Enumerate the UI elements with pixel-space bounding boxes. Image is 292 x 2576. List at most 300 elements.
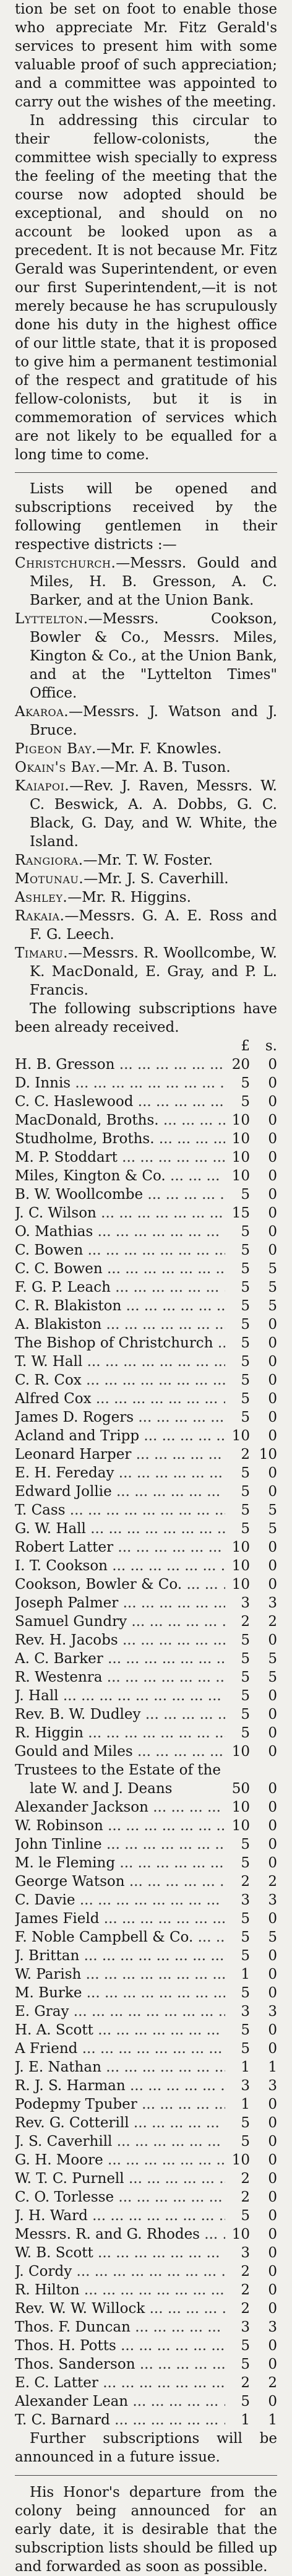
subscription-row <box>15 1965 277 1984</box>
agent-entry <box>15 870 277 888</box>
subscriptions-list <box>15 1055 277 2429</box>
subscription-row <box>15 1519 277 1538</box>
subscription-pounds: 1 <box>241 2412 250 2428</box>
subscriber-name: W. Robinson ... . <box>15 1817 225 1835</box>
subscriber-name: F. Noble Campbell & Co. ... . <box>15 1928 225 1947</box>
subscription-shillings: 2 <box>268 2375 277 2391</box>
subscription-row <box>15 2244 277 2262</box>
subscriber-name: C. C. Bowen ... . <box>15 1260 225 1278</box>
subscription-pounds: 1 <box>241 2059 250 2075</box>
subscription-shillings: 0 <box>268 1725 277 1741</box>
subscriber-name: J. C. Wilson ... . <box>15 1204 225 1222</box>
subscription-shillings: 0 <box>268 1836 277 1852</box>
subscriber-name: G. H. Moore ... . <box>15 2151 225 2169</box>
agent-entry <box>15 554 277 610</box>
agent-names: —Mr. J. S. Caverhill. <box>84 871 229 887</box>
subscription-row <box>15 1315 277 1334</box>
agent-names: —Mr. T. W. Foster. <box>83 852 213 868</box>
subscription-shillings: 0 <box>268 1781 277 1797</box>
subscription-shillings: 0 <box>268 2171 277 2187</box>
subscription-pounds: 5 <box>241 1335 250 1351</box>
subscription-row <box>15 2058 277 2077</box>
subscription-pounds: 3 <box>241 2319 250 2335</box>
agent-names: —Rev. J. Raven, Messrs. W. C. Beswick, A. A. Dobbs, G. C. Black, G. Day, and W. White, the Island. <box>30 778 277 850</box>
agent-district: Timaru. <box>15 945 68 961</box>
subscriptions-header <box>15 1037 277 1055</box>
subscription-pounds: 5 <box>241 1075 250 1091</box>
subscription-shillings: 0 <box>268 2189 277 2205</box>
subscription-pounds: 10 <box>231 1428 250 1444</box>
subscription-pounds: 2 <box>241 2189 250 2205</box>
subscription-row <box>15 1185 277 1204</box>
subscription-shillings: 0 <box>268 2208 277 2224</box>
closing-paragraph: His Honor's departure from the colony being announced for an early date, it is desirable that the subscription lists should be filled up and forwarded as soon as possible. <box>15 2484 277 2575</box>
subscription-pounds: 10 <box>231 1818 250 1834</box>
subscription-row <box>15 2374 277 2392</box>
subscription-row <box>15 2281 277 2299</box>
subscription-shillings: 3 <box>268 1892 277 1908</box>
subscription-pounds: 5 <box>241 2393 250 2410</box>
subscription-shillings: 0 <box>268 1205 277 1221</box>
subscription-row <box>15 1761 277 1798</box>
subscription-row <box>15 2002 277 2021</box>
subscription-row <box>15 2336 277 2355</box>
subscriber-name: O. Mathias ... . <box>15 1222 225 1241</box>
subscription-row <box>15 1501 277 1519</box>
subscription-row <box>15 1130 277 1148</box>
subscription-row <box>15 1390 277 1408</box>
subscription-row <box>15 1278 277 1297</box>
subscription-shillings: 0 <box>268 2115 277 2131</box>
subscriber-name: C. R. Cox ... . <box>15 1371 225 1390</box>
subscription-shillings: 0 <box>268 2096 277 2112</box>
subscription-row <box>15 1092 277 1111</box>
subscription-shillings: 2 <box>268 1614 277 1630</box>
subscription-row <box>15 2132 277 2151</box>
subscription-row <box>15 1854 277 1872</box>
subscription-shillings: 0 <box>268 1057 277 1073</box>
subscriber-name: R. Higgin ... . <box>15 1724 225 1742</box>
subscription-pounds: 5 <box>241 1725 250 1741</box>
subscriber-name: A. Blakiston ... . <box>15 1315 225 1334</box>
subscriber-name: J. Brittan ... . <box>15 1947 225 1965</box>
subscriber-name: James Field ... . <box>15 1909 225 1928</box>
subscription-pounds: 5 <box>241 2356 250 2372</box>
subscription-row <box>15 1668 277 1687</box>
subscription-row <box>15 1984 277 2002</box>
subscription-shillings: 0 <box>268 1131 277 1147</box>
subscription-shillings: 10 <box>259 1446 277 1463</box>
subscription-shillings: 5 <box>268 1651 277 1667</box>
subscriber-name: Miles, Kington & Co. ... . <box>15 1167 225 1185</box>
subscriber-name: A Friend ... . <box>15 2039 225 2058</box>
subscriber-name: T. C. Barnard ... . <box>15 2411 225 2429</box>
subscription-row <box>15 2151 277 2169</box>
subscription-pounds: 5 <box>241 1465 250 1481</box>
agent-district: Kaiapoi. <box>15 778 70 794</box>
subscription-shillings: 0 <box>268 1632 277 1648</box>
agent-district: Ashley. <box>15 889 68 905</box>
subscription-row <box>15 1352 277 1371</box>
subscription-row <box>15 2392 277 2411</box>
intro-paragraph-1: tion be set on foot to enable those who appreciate Mr. Fitz Gerald's services to present him with some valuable proof of such appreciation; and a committee was appointed to carry out the wishes of the meeting. <box>15 1 277 110</box>
subscription-row <box>15 1594 277 1612</box>
agent-district: Rangiora. <box>15 852 84 868</box>
subscriber-name: R. J. S. Harman ... . <box>15 2077 225 2095</box>
subscription-shillings: 0 <box>268 1149 277 1165</box>
subscription-shillings: 0 <box>268 1911 277 1927</box>
subscription-shillings: 0 <box>268 1428 277 1444</box>
subscription-shillings: 0 <box>268 1855 277 1871</box>
subscriber-name: D. Innis ... . <box>15 1074 225 1092</box>
subscription-pounds: 5 <box>241 1911 250 1927</box>
subscriber-name: Edward Jollie ... . <box>15 1482 225 1501</box>
subscription-pounds: 10 <box>231 1112 250 1128</box>
pounds-column-header: £ <box>241 1038 250 1054</box>
subscriber-name: John Tinline ... . <box>15 1835 225 1854</box>
agents-list <box>15 554 277 1000</box>
subscription-shillings: 0 <box>268 1242 277 1258</box>
subscriber-name: C. Bowen ... . <box>15 1241 225 1260</box>
subscriber-name: C. O. Torlesse ... . <box>15 2188 225 2206</box>
subscription-row <box>15 2225 277 2244</box>
subscription-shillings: 1 <box>268 2412 277 2428</box>
subscription-shillings: 0 <box>268 2226 277 2242</box>
subscription-pounds: 5 <box>241 1094 250 1110</box>
subscription-shillings: 0 <box>268 2338 277 2354</box>
subscription-pounds: 10 <box>231 2226 250 2242</box>
subscription-row <box>15 2299 277 2318</box>
subscription-pounds: 3 <box>241 2078 250 2094</box>
subscription-shillings: 3 <box>268 1595 277 1611</box>
agent-district: Lyttelton. <box>15 611 88 627</box>
subscription-pounds: 5 <box>241 1521 250 1537</box>
agent-names: —Messrs. Cookson, Bowler & Co., Messrs. Miles, Kington & Co., at the Union Bank, and at the "Lyttelton Times" Office. <box>30 611 277 701</box>
subscription-pounds: 3 <box>241 2245 250 2261</box>
subscription-shillings: 0 <box>268 1484 277 1500</box>
agent-entry <box>15 851 277 870</box>
subscription-row <box>15 1687 277 1705</box>
shillings-column-header: s. <box>265 1038 277 1054</box>
subscription-pounds: 2 <box>241 2282 250 2298</box>
subscription-row <box>15 2169 277 2188</box>
subscriber-name: C. C. Haslewood ... . <box>15 1092 225 1111</box>
article-body <box>15 0 277 2576</box>
subscription-shillings: 0 <box>268 1985 277 2001</box>
subscription-shillings: 0 <box>268 1186 277 1203</box>
subscription-row <box>15 2355 277 2374</box>
subscription-shillings: 3 <box>268 2078 277 2094</box>
subscription-shillings: 5 <box>268 1261 277 1277</box>
subscriber-name: Cookson, Bowler & Co. ... . <box>15 1575 225 1594</box>
subscription-pounds: 5 <box>241 1298 250 1314</box>
subscriber-name: R. Westenra ... . <box>15 1668 225 1687</box>
subscription-row <box>15 1742 277 1761</box>
subscriber-name: Rev. W. W. Willock ... . <box>15 2299 225 2318</box>
subscriber-name: J. Hall ... . <box>15 1687 225 1705</box>
subscription-shillings: 0 <box>268 2152 277 2168</box>
subscription-shillings: 5 <box>268 1929 277 1945</box>
agent-district: Christchurch. <box>15 555 116 571</box>
subscription-row <box>15 1408 277 1427</box>
agent-names: —Messrs. Gould and Miles, H. B. Gresson, A. C. Barker, and at the Union Bank. <box>30 555 277 608</box>
subscription-pounds: 10 <box>231 1744 250 1760</box>
subscriber-name: Thos. Sanderson ... . <box>15 2355 225 2374</box>
subscriber-name: H. B. Gresson ... . <box>15 1055 225 1074</box>
subscription-row <box>15 1724 277 1742</box>
subscriber-name: J. E. Nathan ... . <box>15 2058 225 2077</box>
subscription-row <box>15 1111 277 1130</box>
subscription-pounds: 10 <box>231 1149 250 1165</box>
subscription-row <box>15 1928 277 1947</box>
subscription-pounds: 2 <box>241 2375 250 2391</box>
subscriber-name: Acland and Tripp ... . <box>15 1427 225 1445</box>
subscription-row <box>15 1427 277 1445</box>
subscription-pounds: 5 <box>241 1669 250 1685</box>
subscription-pounds: 5 <box>241 1279 250 1295</box>
subscriber-name: Leonard Harper ... . <box>15 1445 225 1464</box>
subscription-pounds: 3 <box>241 2003 250 2020</box>
subscription-shillings: 1 <box>268 2059 277 2075</box>
subscription-row <box>15 1260 277 1278</box>
agent-entry <box>15 888 277 907</box>
subscriber-name: Alexander Lean ... . <box>15 2392 225 2411</box>
agent-entry <box>15 944 277 1000</box>
subscription-shillings: 0 <box>268 1539 277 1555</box>
subscriber-name: James D. Rogers ... . <box>15 1408 225 1427</box>
subscription-shillings: 0 <box>268 1224 277 1240</box>
subscription-shillings: 0 <box>268 1391 277 1407</box>
agent-entry <box>15 907 277 944</box>
subscription-row <box>15 2077 277 2095</box>
agent-names: —Mr. F. Knowles. <box>96 741 222 757</box>
subscription-pounds: 5 <box>241 2041 250 2057</box>
subscription-row <box>15 1575 277 1594</box>
subscriber-name: Trustees to the Estate of the late W. and J. Deans <box>15 1762 221 1797</box>
subscription-row <box>15 1631 277 1649</box>
subscription-row <box>15 1947 277 1965</box>
subscription-shillings: 0 <box>268 1948 277 1964</box>
subscription-pounds: 1 <box>241 2096 250 2112</box>
subscription-shillings: 5 <box>268 1521 277 1537</box>
subscription-row <box>15 1204 277 1222</box>
subscription-shillings: 0 <box>268 1075 277 1091</box>
subscription-shillings: 0 <box>268 2022 277 2038</box>
agent-district: Rakaia. <box>15 908 65 924</box>
subscription-row <box>15 1557 277 1575</box>
subscription-pounds: 5 <box>241 1706 250 1722</box>
subscription-row <box>15 1445 277 1464</box>
subscription-pounds: 15 <box>231 1205 250 1221</box>
subscriber-name: I. T. Cookson ... . <box>15 1557 225 1575</box>
subscription-row <box>15 1649 277 1668</box>
subscriber-name: Podepmy Tpuber ... . <box>15 2095 225 2114</box>
subscription-shillings: 0 <box>268 1316 277 1333</box>
subscription-row <box>15 2318 277 2336</box>
subscriber-name: T. W. Hall ... . <box>15 1352 225 1371</box>
subscription-row <box>15 2021 277 2039</box>
subscription-row <box>15 2039 277 2058</box>
subscription-row <box>15 1891 277 1909</box>
subscription-pounds: 5 <box>241 1836 250 1852</box>
subscription-pounds: 5 <box>241 2208 250 2224</box>
subscription-shillings: 0 <box>268 1409 277 1425</box>
subscription-shillings: 0 <box>268 2245 277 2261</box>
subscription-shillings: 0 <box>268 1744 277 1760</box>
subscription-row <box>15 1297 277 1315</box>
agent-district: Akaroa. <box>15 704 69 720</box>
subscriber-name: C. Davie ... . <box>15 1891 225 1909</box>
subscriber-name: E. C. Latter ... . <box>15 2374 225 2392</box>
subscriber-name: E. H. Fereday ... . <box>15 1464 225 1482</box>
subscriber-name: Thos. H. Potts ... . <box>15 2336 225 2355</box>
subscription-pounds: 10 <box>231 1576 250 1593</box>
subscription-row <box>15 1612 277 1631</box>
subscriber-name: W. B. Scott ... . <box>15 2244 225 2262</box>
subscription-shillings: 0 <box>268 1818 277 1834</box>
subscription-shillings: 0 <box>268 2041 277 2057</box>
subscription-pounds: 10 <box>231 1539 250 1555</box>
subscription-shillings: 0 <box>268 1799 277 1815</box>
subscription-row <box>15 1835 277 1854</box>
subscription-pounds: 10 <box>231 2152 250 2168</box>
subscriber-name: R. Hilton ... . <box>15 2281 225 2299</box>
subscription-row <box>15 1055 277 1074</box>
subscription-shillings: 0 <box>268 1558 277 1574</box>
subscription-pounds: 10 <box>231 1799 250 1815</box>
subscriber-name: C. R. Blakiston ... . <box>15 1297 225 1315</box>
subscription-shillings: 0 <box>268 2301 277 2317</box>
agent-names: —Mr. A. B. Tuson. <box>100 759 231 776</box>
subscription-pounds: 10 <box>231 1558 250 1574</box>
subscription-pounds: 5 <box>241 1186 250 1203</box>
agent-entry <box>15 702 277 740</box>
agent-names: —Messrs. R. Woollcombe, W. K. MacDonald, E. Gray, and P. L. Francis. <box>30 945 277 998</box>
subscription-pounds: 5 <box>241 1855 250 1871</box>
subscriber-name: George Watson ... . <box>15 1872 225 1891</box>
subscription-pounds: 5 <box>241 1391 250 1407</box>
subscription-pounds: 2 <box>241 1446 250 1463</box>
subscription-shillings: 0 <box>268 2282 277 2298</box>
subscription-shillings: 3 <box>268 2003 277 2020</box>
subscriber-name: A. C. Barker ... . <box>15 1649 225 1668</box>
subscription-pounds: 5 <box>241 1688 250 1704</box>
subscription-row <box>15 1241 277 1260</box>
subscriber-name: T. Cass ... . <box>15 1501 225 1519</box>
agent-names: —Mr. R. Higgins. <box>67 889 191 905</box>
subscriber-name: G. W. Hall ... . <box>15 1519 225 1538</box>
subscription-shillings: 3 <box>268 2319 277 2335</box>
subscription-row <box>15 1798 277 1817</box>
subscription-shillings: 0 <box>268 1094 277 1110</box>
section-divider <box>15 2475 277 2476</box>
subscription-pounds: 5 <box>241 1242 250 1258</box>
subscription-pounds: 3 <box>241 1892 250 1908</box>
subscriber-name: B. W. Woollcombe ... . <box>15 1185 225 1204</box>
subscription-row <box>15 1222 277 1241</box>
subscription-shillings: 0 <box>268 1576 277 1593</box>
subscription-row <box>15 1909 277 1928</box>
agent-entry <box>15 758 277 777</box>
subscription-shillings: 5 <box>268 1502 277 1518</box>
subscription-row <box>15 1074 277 1092</box>
agent-entry <box>15 740 277 758</box>
subscription-pounds: 10 <box>231 1168 250 1184</box>
subscription-shillings: 0 <box>268 2393 277 2410</box>
subscription-pounds: 5 <box>241 1651 250 1667</box>
subscriber-name: Rev. G. Cotterill ... . <box>15 2114 225 2132</box>
subscriber-name: M. P. Stoddart ... . <box>15 1148 225 1167</box>
subscription-pounds: 5 <box>241 1484 250 1500</box>
subscription-pounds: 20 <box>231 1057 250 1073</box>
subscriber-name: J. Cordy ... . <box>15 2262 225 2281</box>
subscription-pounds: 5 <box>241 2115 250 2131</box>
subscriber-name: The Bishop of Christchurch ... . <box>15 1334 225 1352</box>
subscription-shillings: 5 <box>268 1298 277 1314</box>
subscription-shillings: 2 <box>268 1874 277 1890</box>
lists-intro: Lists will be opened and subscriptions received by the following gentlemen in their respective districts :— <box>15 481 277 553</box>
subscription-shillings: 5 <box>268 1669 277 1685</box>
subscription-pounds: 5 <box>241 1372 250 1388</box>
subscription-row <box>15 1167 277 1185</box>
subscriber-name: J. S. Caverhill ... . <box>15 2132 225 2151</box>
subscription-shillings: 0 <box>268 1335 277 1351</box>
subscription-pounds: 5 <box>241 1261 250 1277</box>
subscription-pounds: 2 <box>241 1614 250 1630</box>
subscriber-name: Studholme, Broths. ... . <box>15 1130 225 1148</box>
subscriptions-intro: The following subscriptions have been already received. <box>15 1001 277 1035</box>
subscriber-name: Rev. B. W. Dudley ... . <box>15 1705 225 1724</box>
subscription-pounds: 10 <box>231 1131 250 1147</box>
subscriber-name: W. Parish ... . <box>15 1965 225 1984</box>
subscription-pounds: 5 <box>241 1948 250 1964</box>
subscription-pounds: 5 <box>241 2338 250 2354</box>
subscriber-name: Thos. F. Duncan ... . <box>15 2318 225 2336</box>
subscription-shillings: 0 <box>268 1688 277 1704</box>
subscription-shillings: 0 <box>268 1966 277 1982</box>
intro-paragraph-2: In addressing this circular to their fellow-colonists, the committee wish specially to express the feeling of the meeting that the course now adopted should be exceptional, and should on no account be looked upon as a precedent. It is not because Mr. Fitz Gerald was Superintendent, or even our first Superintendent,—it is not merely because he has scrupulously done his duty in the highest office of our little state, that it is proposed to give him a permanent testimonial of the respect and gratitude of his fellow-colonists, but it is in commemoration of services which are not likely to be equalled for a long time to come. <box>15 113 277 463</box>
subscriber-name: Messrs. R. and G. Rhodes ... . <box>15 2225 225 2244</box>
subscription-pounds: 2 <box>241 2171 250 2187</box>
subscription-row <box>15 1334 277 1352</box>
subscriber-name: F. G. P. Leach ... . <box>15 1278 225 1297</box>
subscription-shillings: 0 <box>268 1706 277 1722</box>
subscription-row <box>15 2206 277 2225</box>
subscription-pounds: 1 <box>241 1966 250 1982</box>
subscription-row <box>15 1482 277 1501</box>
subscription-shillings: 0 <box>268 1372 277 1388</box>
subscription-shillings: 0 <box>268 1354 277 1370</box>
subscription-row <box>15 1872 277 1891</box>
subscription-row <box>15 2262 277 2281</box>
agent-district: Pigeon Bay. <box>15 741 97 757</box>
subscription-row <box>15 1148 277 1167</box>
subscriber-name: Alexander Jackson ... . <box>15 1798 225 1817</box>
subscriber-name: Rev. H. Jacobs ... . <box>15 1631 225 1649</box>
subscription-pounds: 5 <box>241 1316 250 1333</box>
subscription-row <box>15 2411 277 2429</box>
further-subscriptions-note: Further subscriptions will be announced in a future issue. <box>15 2431 277 2465</box>
subscription-pounds: 5 <box>241 1224 250 1240</box>
subscriber-name: MacDonald, Broths. ... . <box>15 1111 225 1130</box>
subscription-shillings: 0 <box>268 2263 277 2280</box>
subscription-pounds: 5 <box>241 1929 250 1945</box>
subscription-row <box>15 1705 277 1724</box>
agent-district: Motunau. <box>15 871 84 887</box>
subscription-row <box>15 2095 277 2114</box>
agent-names: —Messrs. G. A. E. Ross and F. G. Leech. <box>30 908 277 943</box>
agent-names: —Messrs. J. Watson and J. Bruce. <box>30 704 277 738</box>
